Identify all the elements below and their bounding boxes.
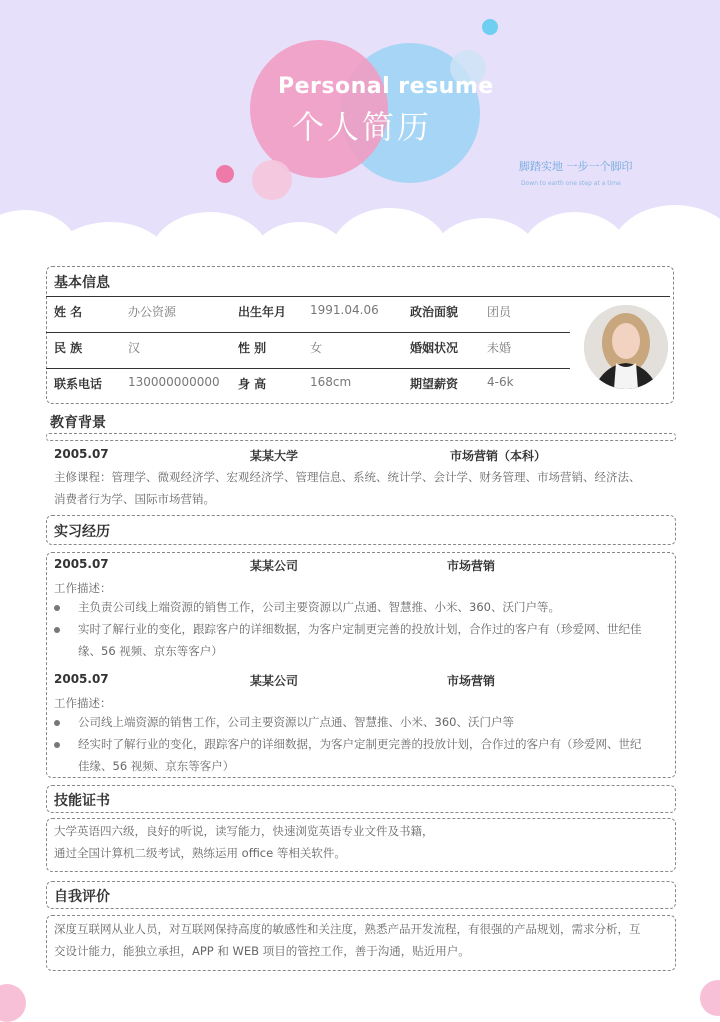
value-salary: 4-6k bbox=[487, 375, 514, 389]
blue-circle-small bbox=[482, 19, 498, 35]
job1-bullet1-text: 主负责公司线上端资源的销售工作，公司主要资源以广点通、智慧推、小米、360、沃门户等。 bbox=[78, 600, 560, 614]
pink-circle-bottom-left bbox=[0, 984, 26, 1022]
basic-info-divider bbox=[46, 296, 670, 297]
skills-title-box bbox=[46, 785, 676, 813]
motto-english: Down to earth one step at a time bbox=[521, 180, 621, 187]
job1-bullet2-line1: 实时了解行业的变化，跟踪客户的详细数据，为客户定制更完善的投放计划，合作过的客户有（珍爱网、世纪佳 bbox=[78, 622, 642, 636]
value-politics: 团员 bbox=[487, 305, 512, 319]
job2-bullet1 bbox=[54, 720, 60, 726]
edu-major: 市场营销（本科） bbox=[450, 449, 547, 463]
label-name: 姓 名 bbox=[54, 305, 83, 319]
value-ethnicity: 汉 bbox=[128, 341, 141, 355]
skills-line2: 通过全国计算机二级考试，熟练运用 office 等相关软件。 bbox=[54, 846, 346, 860]
title-english: Personal resume bbox=[278, 74, 494, 99]
value-marital: 未婚 bbox=[487, 341, 512, 355]
education-title-line bbox=[46, 433, 676, 441]
label-politics: 政治面貌 bbox=[410, 305, 459, 319]
label-birth: 出生年月 bbox=[238, 305, 287, 319]
self-eval-line2: 交设计能力，能独立承担，APP 和 WEB 项目的管控工作，善于沟通，贴近用户。 bbox=[54, 944, 470, 958]
self-eval-title-box bbox=[46, 881, 676, 909]
value-birth: 1991.04.06 bbox=[310, 303, 379, 317]
internship-title: 实习经历 bbox=[54, 524, 110, 540]
job2-date: 2005.07 bbox=[54, 672, 109, 686]
label-ethnicity: 民 族 bbox=[54, 341, 83, 355]
row-divider-1 bbox=[46, 332, 570, 333]
edu-school: 某某大学 bbox=[250, 449, 299, 463]
label-gender: 性 别 bbox=[238, 341, 267, 355]
pink-circle-small bbox=[216, 165, 234, 183]
job2-role: 市场营销 bbox=[447, 674, 496, 688]
pink-circle-faint bbox=[252, 160, 292, 200]
value-height: 168cm bbox=[310, 375, 352, 389]
job1-bullet2 bbox=[54, 627, 60, 633]
edu-courses-line1: 主修课程：管理学、微观经济学、宏观经济学、管理信息、系统、统计学、会计学、财务管理、市场营销、经济法、 bbox=[54, 470, 641, 484]
internship-title-box bbox=[46, 515, 676, 545]
job1-bullet2-line2: 缘、56 视频、京东等客户） bbox=[78, 644, 223, 658]
label-phone: 联系电话 bbox=[54, 377, 103, 391]
education-title: 教育背景 bbox=[50, 415, 106, 431]
job2-bullet1-text: 公司线上端资源的销售工作，公司主要资源以广点通、智慧推、小米、360、沃门户等 bbox=[78, 715, 514, 729]
job2-bullet2 bbox=[54, 742, 60, 748]
edu-courses-line2: 消费者行为学、国际市场营销。 bbox=[54, 492, 215, 506]
job2-desc-label: 工作描述： bbox=[54, 696, 112, 710]
job1-date: 2005.07 bbox=[54, 557, 109, 571]
job2-bullet2-line2: 佳缘、56 视频、京东等客户） bbox=[78, 759, 235, 773]
value-phone: 130000000000 bbox=[128, 375, 220, 389]
job1-bullet1 bbox=[54, 605, 60, 611]
self-eval-title: 自我评价 bbox=[54, 889, 110, 905]
job1-company: 某某公司 bbox=[250, 559, 299, 573]
profile-photo bbox=[584, 305, 668, 389]
row-divider-2 bbox=[46, 368, 570, 369]
label-height: 身 高 bbox=[238, 377, 267, 391]
job1-role: 市场营销 bbox=[447, 559, 496, 573]
label-salary: 期望薪资 bbox=[410, 377, 459, 391]
job1-desc-label: 工作描述： bbox=[54, 581, 112, 595]
label-marital: 婚姻状况 bbox=[410, 341, 459, 355]
value-name: 办公资源 bbox=[128, 305, 177, 319]
pink-circle-bottom-right bbox=[700, 980, 720, 1016]
title-chinese: 个人简历 bbox=[292, 108, 433, 146]
self-eval-line1: 深度互联网从业人员，对互联网保持高度的敏感性和关注度，熟悉产品开发流程，有很强的产品规划，需求分析，互 bbox=[54, 922, 641, 936]
value-gender: 女 bbox=[310, 341, 323, 355]
skills-line1: 大学英语四六级，良好的听说，读写能力，快速浏览英语专业文件及书籍， bbox=[54, 824, 434, 838]
job2-bullet2-line1: 经实时了解行业的变化，跟踪客户的详细数据，为客户定制更完善的投放计划，合作过的客户有（珍爱网、世纪 bbox=[78, 737, 642, 751]
edu-date: 2005.07 bbox=[54, 447, 109, 461]
basic-info-title: 基本信息 bbox=[54, 275, 110, 291]
job2-company: 某某公司 bbox=[250, 674, 299, 688]
skills-title: 技能证书 bbox=[54, 793, 110, 809]
motto-text: 脚踏实地 一步一个脚印 bbox=[519, 160, 633, 173]
